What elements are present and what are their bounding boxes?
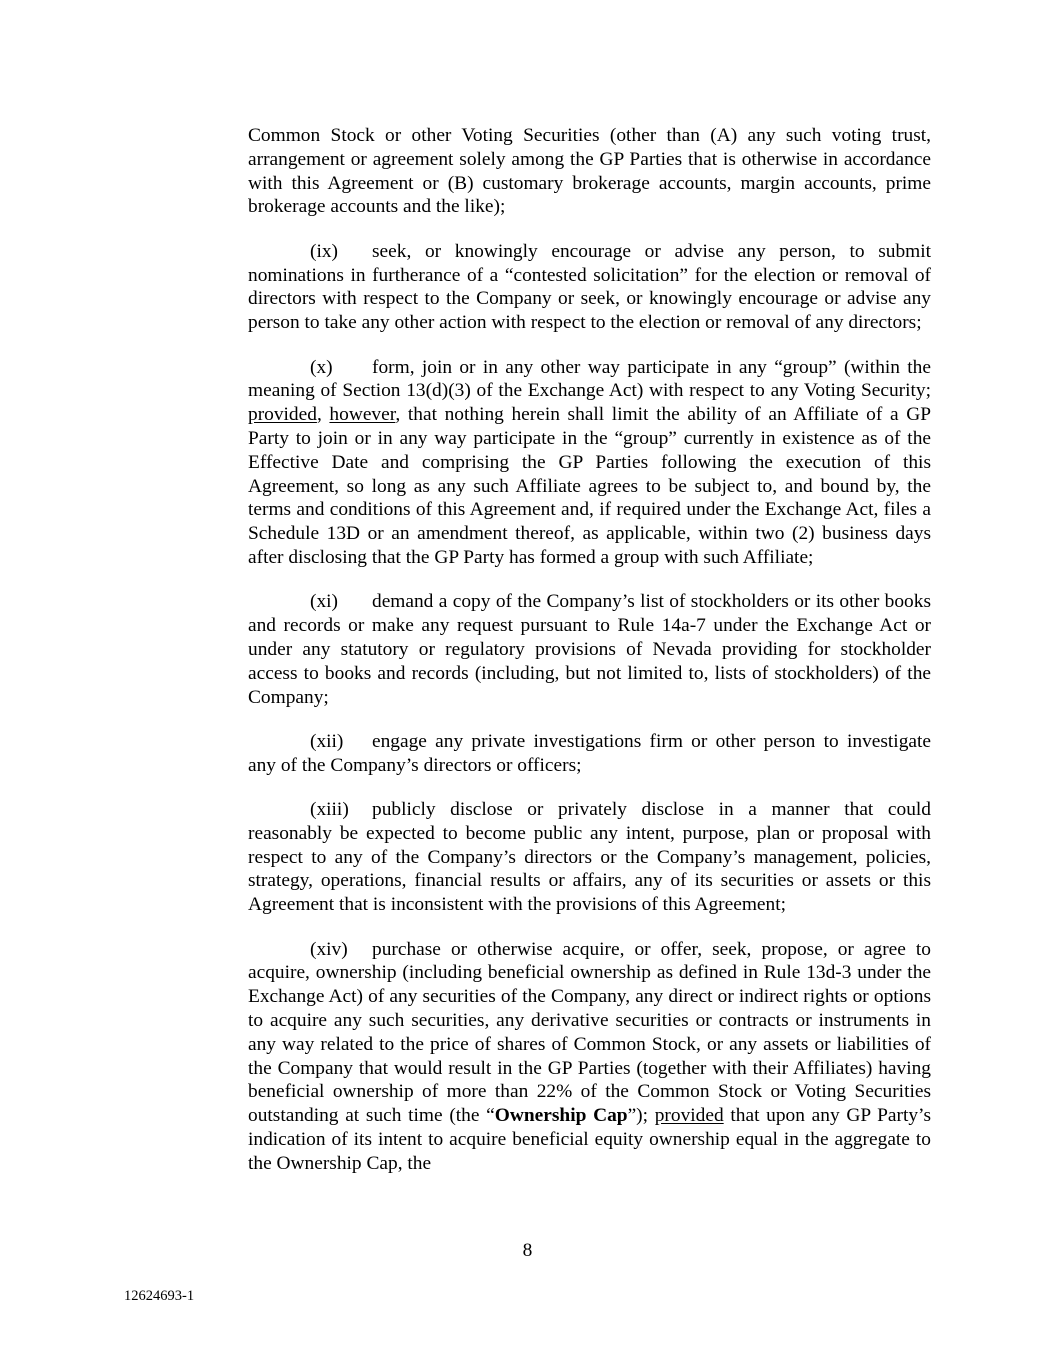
clause-text: ”);: [627, 1105, 655, 1127]
page-number: 8: [522, 1240, 533, 1261]
document-body: [248, 124, 931, 1196]
clause-text: publicly disclose or privately disclose in a manner that could reasonably be expected to become public any intent, purpose, plan or proposal with respect to any of the Company’s directors or the Company’s management, policies, strategy, operations, financial results or affairs, any of its securities or assets or this Agreement that is inconsistent with the provisions of this Agreement;: [248, 799, 931, 916]
clause-x: [248, 356, 931, 570]
clause-number: (ix): [310, 240, 338, 262]
clause-xiii: [248, 798, 931, 917]
clause-text: , that nothing herein shall limit the ability of an Affiliate of a GP Party to join or in any way participate in the “group” currently in existence as of the Effective Date and comprising the GP Parties following the execution of this Agreement, so long as any such Affiliate agrees to be subject to, and bound by, the terms and conditions of this Agreement and, if required under the Exchange Act, files a Schedule 13D or an amendment thereof, as applicable, within two (2) business days after disclosing that the GP Party has formed a group with such Affiliate;: [248, 404, 931, 568]
clause-text: form, join or in any other way participate in any “group” (within the meaning of Section 13(d)(3) of the Exchange Act) with respect to any Voting Security;: [248, 356, 931, 402]
clause-number: (xii): [310, 730, 344, 752]
clause-text: ,: [316, 404, 330, 426]
clause-xi: [248, 590, 931, 709]
ownership-cap-term: Ownership Cap: [494, 1105, 628, 1127]
clause-xii: [248, 730, 931, 778]
provided-term: provided: [654, 1105, 724, 1127]
clause-text: seek, or knowingly encourage or advise any person, to submit nominations in furtherance of a “contested solicitation” for the election or removal of directors with respect to the Company or seek, or knowingly encourage or advise any person to take any other action with respect to the election or removal of any directors;: [248, 240, 931, 334]
clause-text: engage any private investigations firm or other person to investigate any of the Company’s directors or officers;: [248, 730, 931, 776]
clause-number: (x): [310, 356, 333, 378]
continuation-paragraph: Common Stock or other Voting Securities (other than (A) any such voting trust, arrangement or agreement solely among the GP Parties that is otherwise in accordance with this Agreement or (B) customary brokerage accounts, margin accounts, prime brokerage accounts and the like);: [248, 125, 931, 218]
clause-text: demand a copy of the Company’s list of stockholders or its other books and records or make any request pursuant to Rule 14a-7 under the Exchange Act or under any statutory or regulatory provisions of Nevada providing for stockholder access to books and records (including, but not limited to, lists of stockholders) of the Company;: [248, 591, 931, 708]
however-term: however: [329, 404, 396, 426]
clause-number: (xi): [310, 591, 338, 613]
clause-ix: [248, 240, 931, 335]
clause-text: that upon any GP Party’s indication of its intent to acquire beneficial equity ownership equal in the aggregate to the Ownership Cap, the: [248, 1105, 931, 1174]
clause-number: (xiii): [310, 799, 349, 821]
clause-xiv: [248, 938, 931, 1176]
clause-number: (xiv): [310, 938, 348, 960]
provided-term: provided: [248, 404, 317, 426]
document-id: 12624693-1: [124, 1288, 195, 1304]
clause-text: purchase or otherwise acquire, or offer, seek, propose, or agree to acquire, ownership (including beneficial ownership as defined in Rule 13d-3 under the Exchange Act) of any securities of the Company, any direct or indirect rights or options to acquire any such securities, any derivative securities or contracts or instruments in any way related to the price of shares of Common Stock, or any assets or liabilities of the Company that would result in the GP Parties (together with their Affiliates) having beneficial ownership of more than 22% of the Common Stock or Voting Securities outstanding at such time (the “: [248, 938, 931, 1127]
